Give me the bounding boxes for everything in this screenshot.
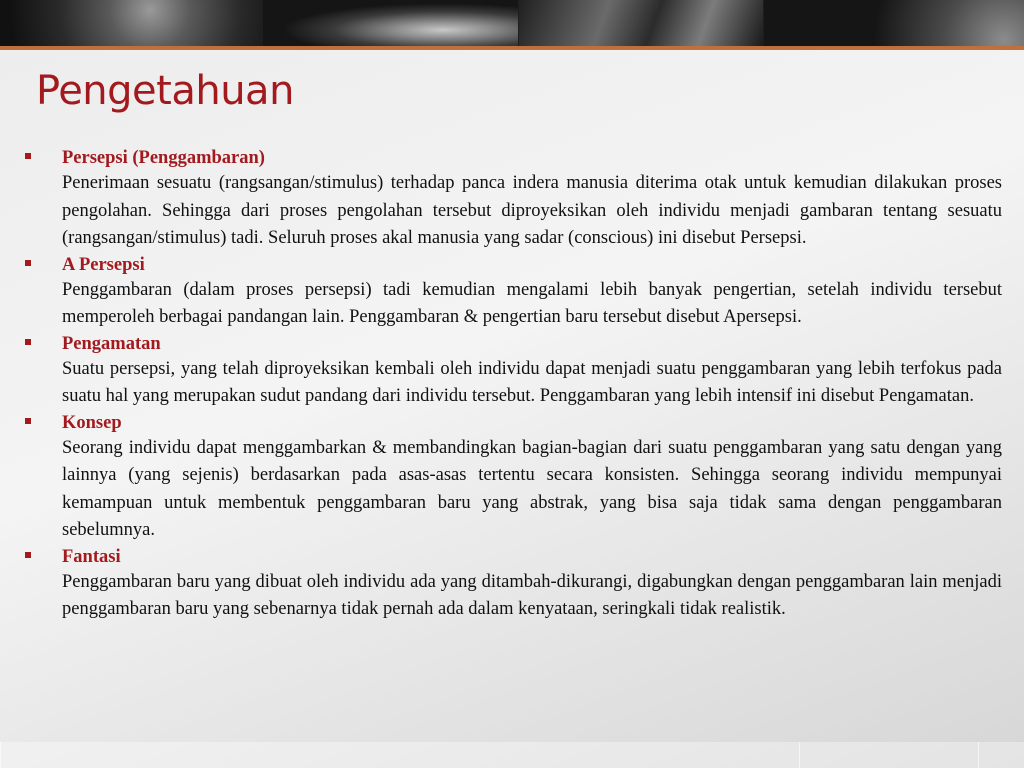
banner-photo-wheel [0,0,262,46]
item-heading: Fantasi [62,546,121,567]
square-bullet-icon [25,153,31,159]
list-item [24,332,1002,411]
footer-box [799,742,978,768]
item-text: Penerimaan sesuatu (rangsangan/stimulus) terhadap panca indera manusia diterima otak untuk kemudian dilakukan proses pengolahan. Sehingga dari proses pengolahan tersebut diproyeksikan oleh individu menjadi gambaran tentang sesuatu (rangsangan/stimulus) tadi. Seluruh proses akal manusia yang sadar (conscious) ini disebut Persepsi. [62,173,1002,248]
item-text: Penggambaran (dalam proses persepsi) tadi kemudian mengalami lebih banyak pengertian, setelah individu tersebut memperoleh berbagai pandangan lain. Penggambaran & pengertian baru tersebut disebut Apersepsi. [62,279,1002,327]
footer-strip [0,742,1024,768]
footer-box [978,742,1024,768]
item-text: Seorang individu dapat menggambarkan & membandingkan bagian-bagian dari suatu penggambaran yang satu dengan yang lainnya (yang sejenis) berdasarkan pada asas-asas tertentu secara konsisten. Sehingga seorang individu mempunyai kemampuan untuk membentuk penggambaran baru yang abstrak, yang bisa saja tidak sama dengan penggambaran sebelumnya. [62,437,1002,540]
list-item [24,411,1002,545]
banner-divider [0,46,1024,50]
banner-photo-tire [764,0,1024,46]
item-text: Penggambaran baru yang dibuat oleh individu ada yang ditambah-dikurangi, digabungkan dengan penggambaran lain menjadi penggambaran baru yang sebenarnya tidak pernah ada dalam kenyataan, seringkali tidak realistik. [62,571,1002,619]
bullet-list [24,146,1002,624]
slide-title: Pengetahuan [36,68,294,114]
square-bullet-icon [25,552,31,558]
item-heading: A Persepsi [62,254,145,275]
square-bullet-icon [25,260,31,266]
item-heading: Pengamatan [62,333,161,354]
banner-photo-spokes [519,0,763,46]
list-item [24,545,1002,624]
list-item [24,253,1002,332]
footer-box [0,742,799,768]
item-heading: Persepsi (Penggambaran) [62,148,265,168]
square-bullet-icon [25,339,31,345]
header-banner-image [0,0,1024,46]
item-heading: Konsep [62,412,122,433]
list-item [24,146,1002,253]
square-bullet-icon [25,418,31,424]
banner-photo-rim [263,0,518,46]
item-text: Suatu persepsi, yang telah diproyeksikan kembali oleh individu dapat menjadi suatu penggambaran yang lebih terfokus pada suatu hal yang merupakan sudut pandang dari individu tersebut. Penggambaran yang lebih intensif ini disebut Pengamatan. [62,358,1002,406]
